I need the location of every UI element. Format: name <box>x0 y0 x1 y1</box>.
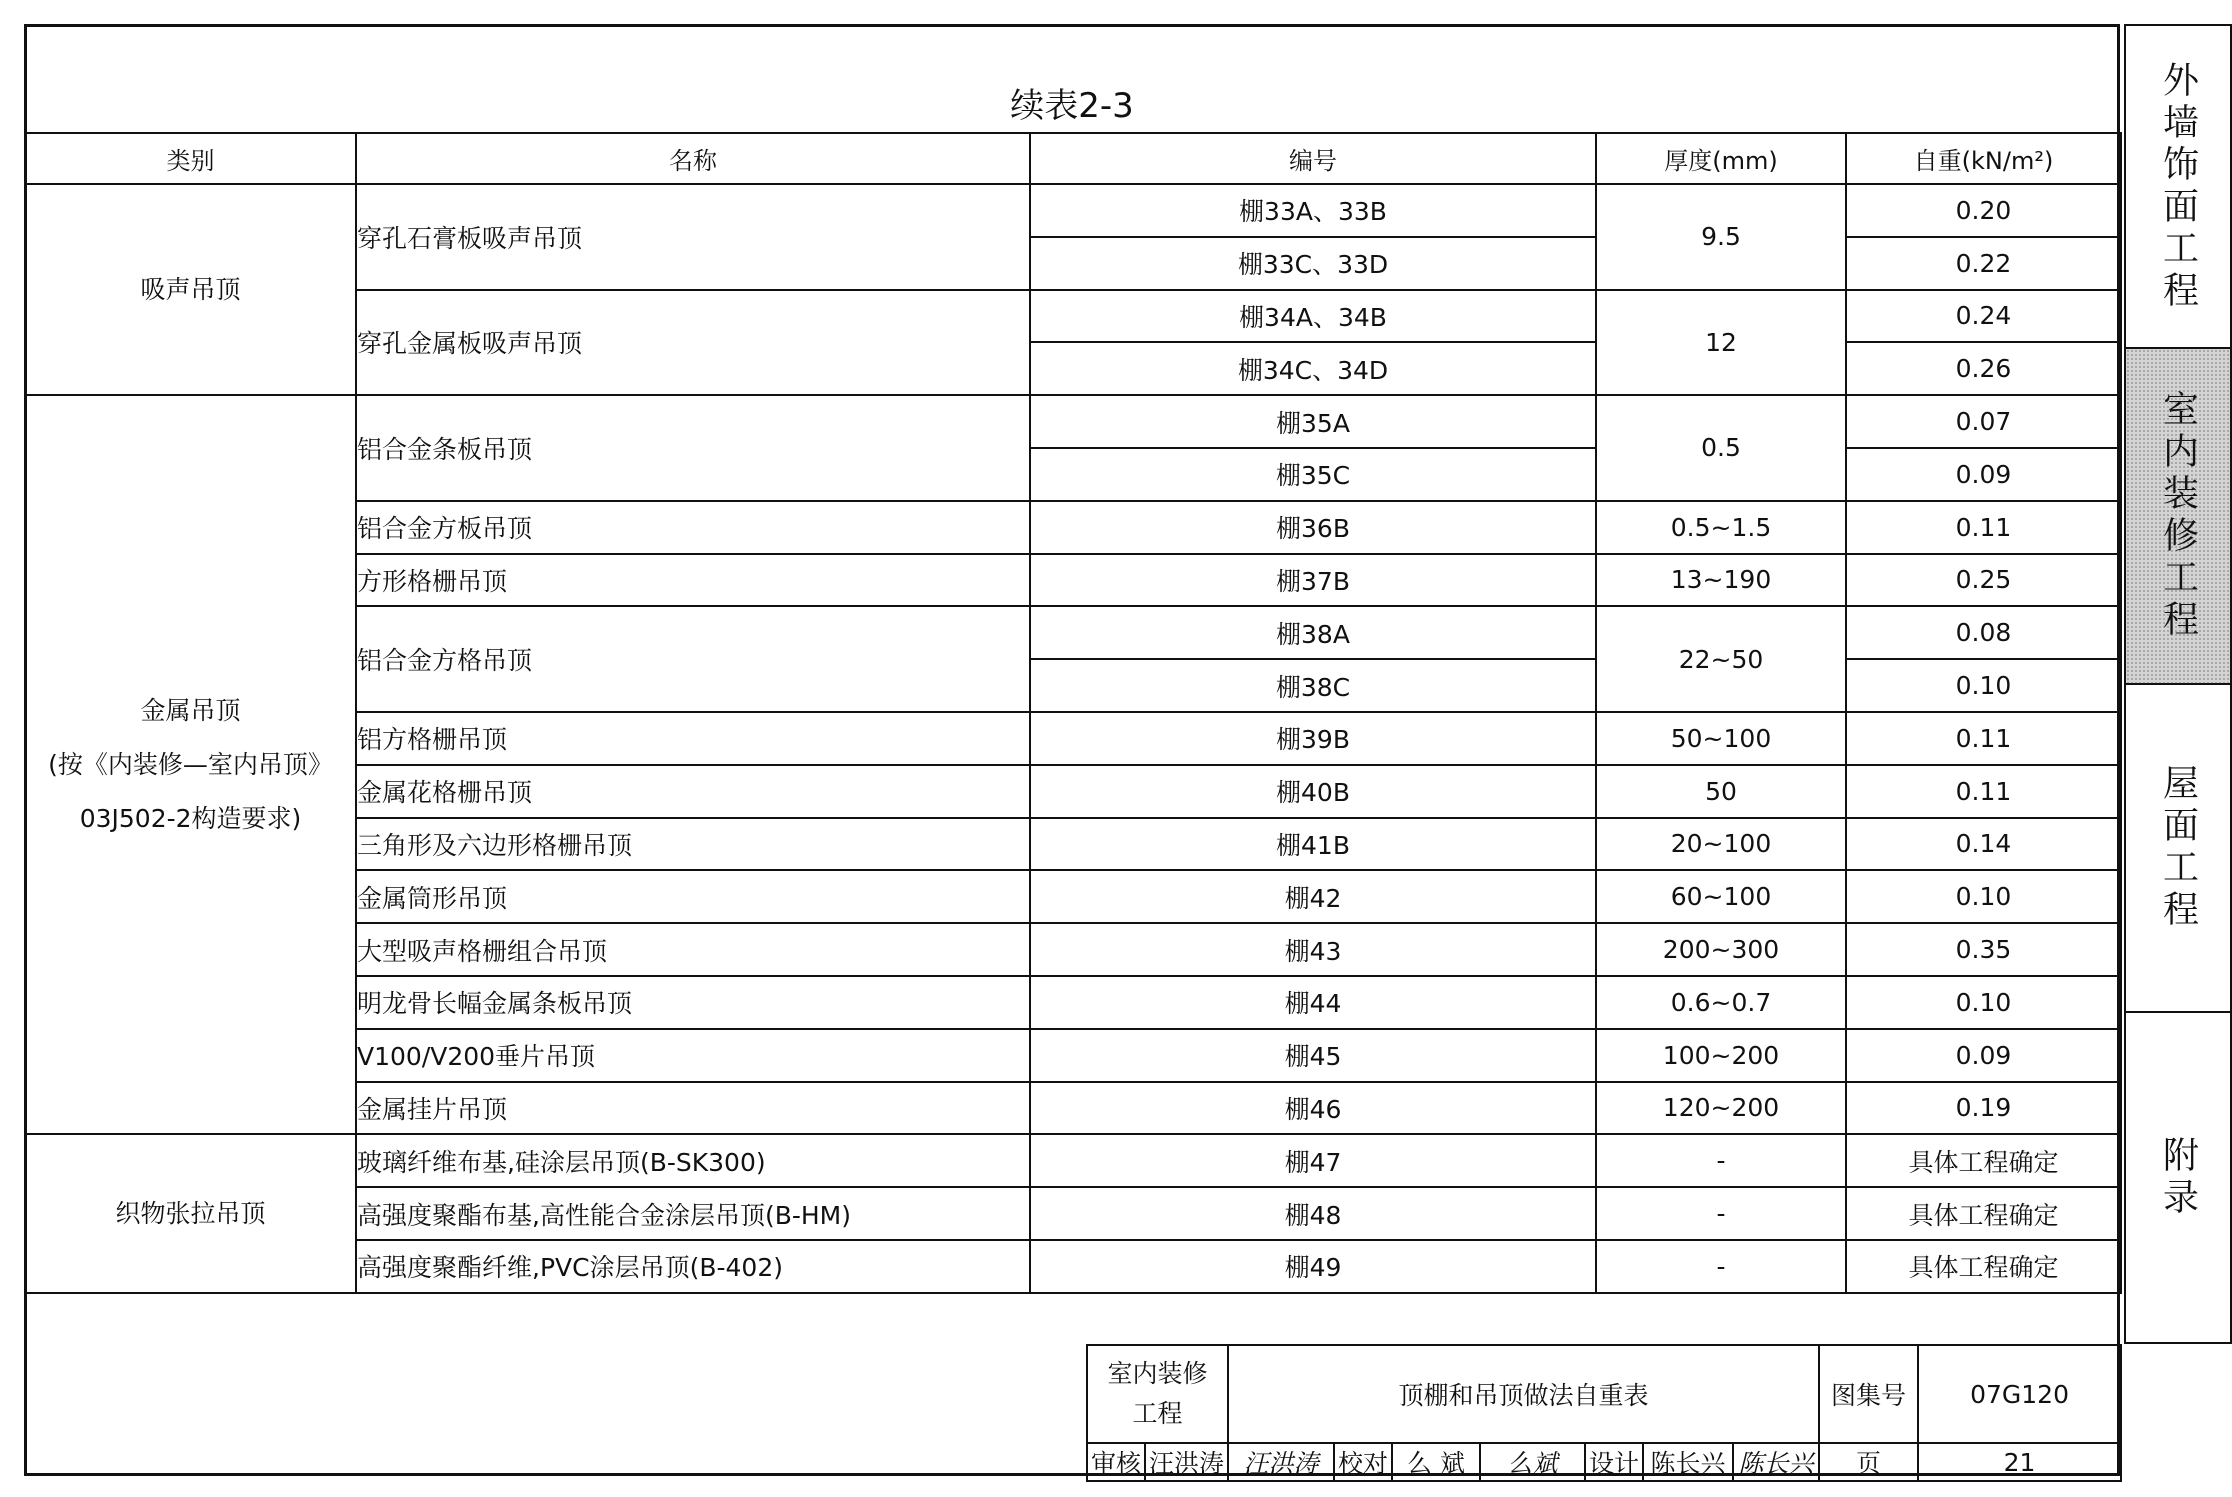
name-cell: 明龙骨长幅金属条板吊顶 <box>356 976 1030 1029</box>
weight-cell: 0.14 <box>1846 818 2121 871</box>
table-caption: 续表2-3 <box>1010 86 1134 126</box>
header-weight: 自重(kN/m²) <box>1846 133 2121 184</box>
thickness-cell: 0.5 <box>1596 395 1846 501</box>
code-cell: 棚44 <box>1030 976 1596 1029</box>
code-cell: 棚35A <box>1030 395 1596 448</box>
code-cell: 棚34A、34B <box>1030 290 1596 343</box>
weight-table <box>24 132 2122 1294</box>
thickness-cell: 9.5 <box>1596 184 1846 290</box>
review-label: 审核 <box>1087 1443 1145 1481</box>
tab-appendix[interactable]: 附录 <box>2124 1011 2232 1344</box>
code-cell: 棚38A <box>1030 606 1596 659</box>
header-thickness: 厚度(mm) <box>1596 133 1846 184</box>
name-cell: 铝合金方格吊顶 <box>356 606 1030 712</box>
name-cell: 玻璃纤维布基,硅涂层吊顶(B-SK300) <box>356 1134 1030 1187</box>
weight-cell: 0.10 <box>1846 976 2121 1029</box>
page-label: 页 <box>1819 1443 1918 1481</box>
weight-cell: 0.20 <box>1846 184 2121 237</box>
name-cell: 穿孔金属板吸声吊顶 <box>356 290 1030 396</box>
header-category: 类别 <box>25 133 356 184</box>
thickness-cell: 13~190 <box>1596 554 1846 607</box>
weight-cell: 0.22 <box>1846 237 2121 290</box>
weight-cell: 具体工程确定 <box>1846 1134 2121 1187</box>
name-cell: 金属筒形吊顶 <box>356 870 1030 923</box>
header-code: 编号 <box>1030 133 1596 184</box>
code-cell: 棚35C <box>1030 448 1596 501</box>
thickness-cell: 200~300 <box>1596 923 1846 976</box>
weight-cell: 具体工程确定 <box>1846 1187 2121 1240</box>
design-label: 设计 <box>1585 1443 1643 1481</box>
designer-name: 陈长兴 <box>1643 1443 1733 1481</box>
weight-cell: 0.24 <box>1846 290 2121 343</box>
name-cell: 铝方格栅吊顶 <box>356 712 1030 765</box>
thickness-cell: - <box>1596 1240 1846 1293</box>
thickness-cell: 50 <box>1596 765 1846 818</box>
weight-cell: 0.11 <box>1846 765 2121 818</box>
weight-cell: 0.11 <box>1846 712 2121 765</box>
table-row <box>25 184 2121 237</box>
name-cell: 方形格栅吊顶 <box>356 554 1030 607</box>
checker-name: 么 斌 <box>1392 1443 1480 1481</box>
code-cell: 棚33C、33D <box>1030 237 1596 290</box>
drawing-title: 顶棚和吊顶做法自重表 <box>1228 1345 1819 1443</box>
weight-cell: 0.10 <box>1846 659 2121 712</box>
thickness-cell: 20~100 <box>1596 818 1846 871</box>
code-cell: 棚41B <box>1030 818 1596 871</box>
tab-exterior-wall[interactable]: 外墙饰面工程 <box>2124 24 2232 349</box>
header-name: 名称 <box>356 133 1030 184</box>
thickness-cell: 120~200 <box>1596 1082 1846 1135</box>
name-cell: 三角形及六边形格栅吊顶 <box>356 818 1030 871</box>
name-cell: 铝合金条板吊顶 <box>356 395 1030 501</box>
weight-cell: 具体工程确定 <box>1846 1240 2121 1293</box>
check-label: 校对 <box>1334 1443 1392 1481</box>
code-cell: 棚45 <box>1030 1029 1596 1082</box>
code-cell: 棚46 <box>1030 1082 1596 1135</box>
code-cell: 棚49 <box>1030 1240 1596 1293</box>
code-cell: 棚39B <box>1030 712 1596 765</box>
thickness-cell: - <box>1596 1187 1846 1240</box>
code-cell: 棚34C、34D <box>1030 342 1596 395</box>
thickness-cell: - <box>1596 1134 1846 1187</box>
category-cell: 吸声吊顶 <box>25 184 356 395</box>
code-cell: 棚40B <box>1030 765 1596 818</box>
weight-cell: 0.10 <box>1846 870 2121 923</box>
table-row <box>25 1134 2121 1187</box>
name-cell: 金属挂片吊顶 <box>356 1082 1030 1135</box>
header-row <box>25 133 2121 184</box>
tab-interior-decoration[interactable]: 室内装修工程 <box>2124 347 2232 685</box>
weight-cell: 0.09 <box>1846 448 2121 501</box>
code-cell: 棚33A、33B <box>1030 184 1596 237</box>
name-cell: 大型吸声格栅组合吊顶 <box>356 923 1030 976</box>
category-cell: 织物张拉吊顶 <box>25 1134 356 1292</box>
thickness-cell: 0.5~1.5 <box>1596 501 1846 554</box>
thickness-cell: 100~200 <box>1596 1029 1846 1082</box>
category-cell: 金属吊顶 (按《内装修—室内吊顶》 03J502-2构造要求) <box>25 395 356 1134</box>
weight-cell: 0.09 <box>1846 1029 2121 1082</box>
designer-signature: 陈长兴 <box>1733 1443 1819 1481</box>
weight-cell: 0.26 <box>1846 342 2121 395</box>
thickness-cell: 22~50 <box>1596 606 1846 712</box>
name-cell: 铝合金方板吊顶 <box>356 501 1030 554</box>
reviewer-name: 汪洪涛 <box>1145 1443 1228 1481</box>
atlas-label: 图集号 <box>1819 1345 1918 1443</box>
code-cell: 棚36B <box>1030 501 1596 554</box>
weight-cell: 0.08 <box>1846 606 2121 659</box>
page-number: 21 <box>1918 1443 2121 1481</box>
reviewer-signature: 汪洪涛 <box>1228 1443 1334 1481</box>
weight-cell: 0.25 <box>1846 554 2121 607</box>
name-cell: 金属花格栅吊顶 <box>356 765 1030 818</box>
thickness-cell: 12 <box>1596 290 1846 396</box>
code-cell: 棚43 <box>1030 923 1596 976</box>
name-cell: 穿孔石膏板吸声吊顶 <box>356 184 1030 290</box>
code-cell: 棚38C <box>1030 659 1596 712</box>
code-cell: 棚48 <box>1030 1187 1596 1240</box>
thickness-cell: 60~100 <box>1596 870 1846 923</box>
section-name: 室内装修 工程 <box>1087 1345 1228 1443</box>
tab-roofing[interactable]: 屋面工程 <box>2124 683 2232 1013</box>
name-cell: 高强度聚酯纤维,PVC涂层吊顶(B-402) <box>356 1240 1030 1293</box>
title-block <box>1086 1344 2122 1482</box>
code-cell: 棚42 <box>1030 870 1596 923</box>
weight-cell: 0.07 <box>1846 395 2121 448</box>
thickness-cell: 0.6~0.7 <box>1596 976 1846 1029</box>
code-cell: 棚47 <box>1030 1134 1596 1187</box>
thickness-cell: 50~100 <box>1596 712 1846 765</box>
weight-cell: 0.19 <box>1846 1082 2121 1135</box>
code-cell: 棚37B <box>1030 554 1596 607</box>
checker-signature: 么斌 <box>1480 1443 1585 1481</box>
weight-cell: 0.35 <box>1846 923 2121 976</box>
atlas-number: 07G120 <box>1918 1345 2121 1443</box>
name-cell: V100/V200垂片吊顶 <box>356 1029 1030 1082</box>
name-cell: 高强度聚酯布基,高性能合金涂层吊顶(B-HM) <box>356 1187 1030 1240</box>
table-row <box>25 395 2121 448</box>
weight-cell: 0.11 <box>1846 501 2121 554</box>
